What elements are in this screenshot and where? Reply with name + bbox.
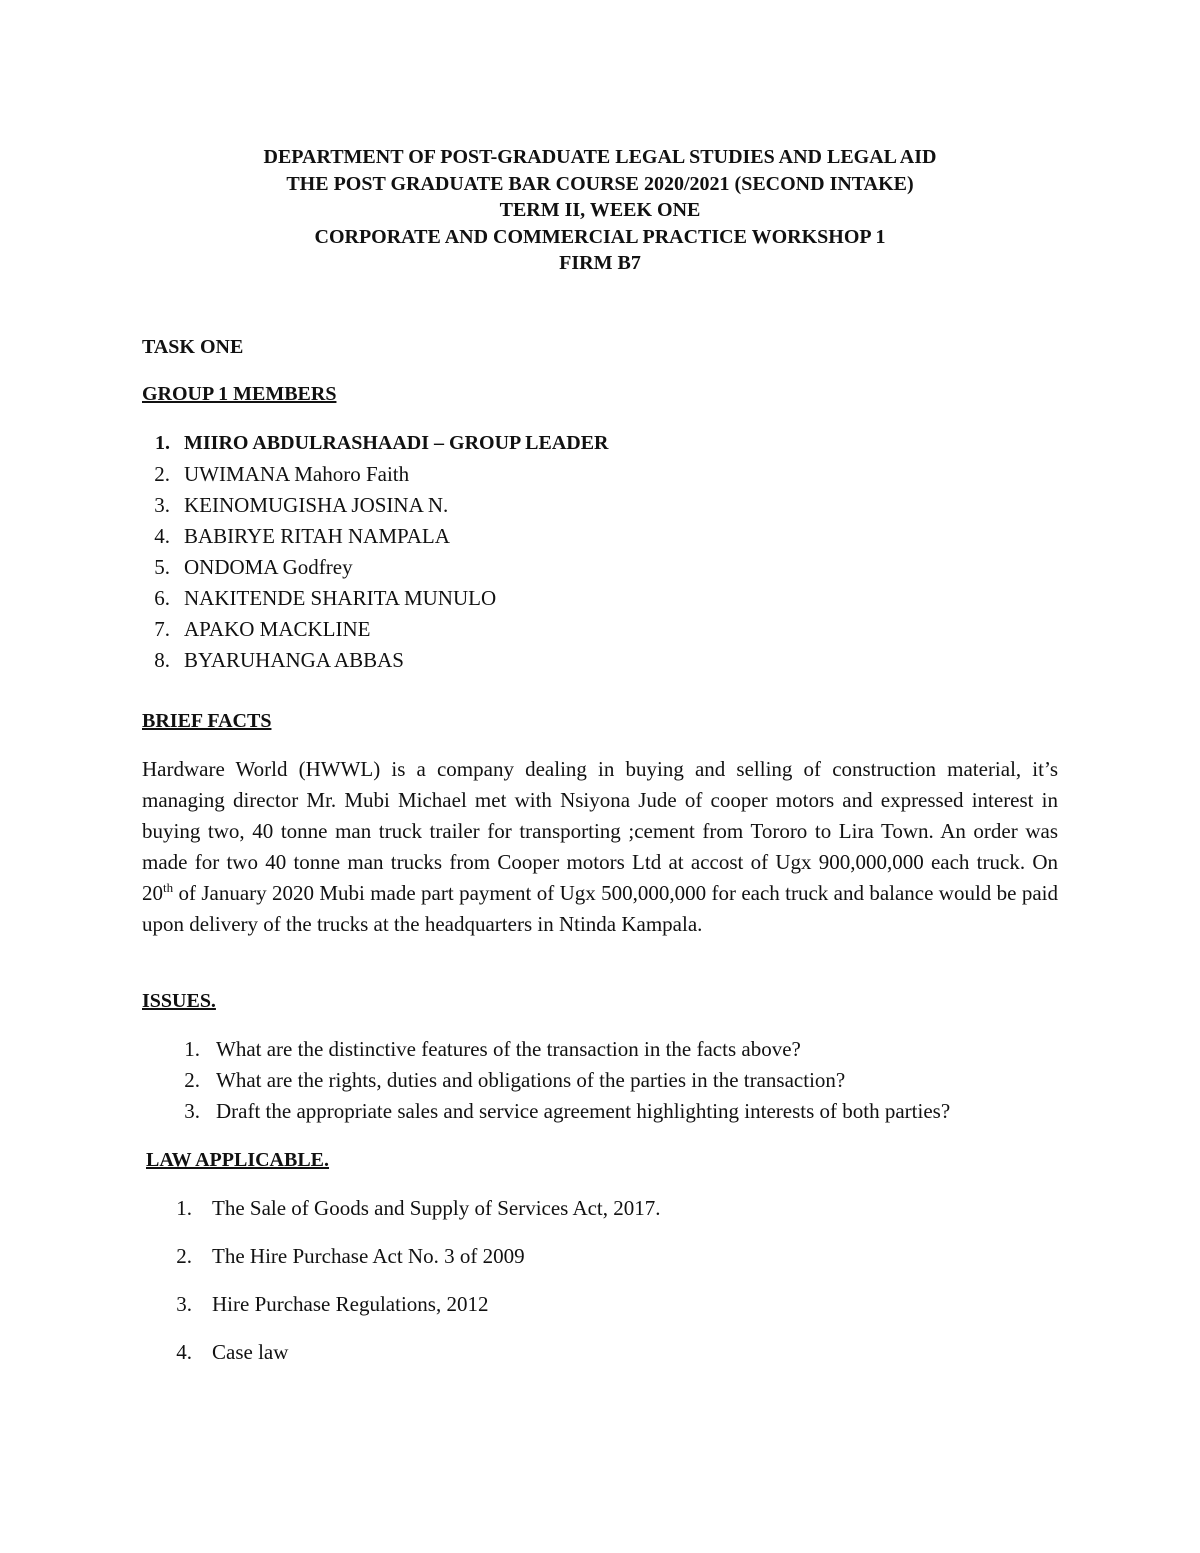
law-list	[142, 1194, 661, 1386]
members-list	[142, 428, 609, 676]
list-item: 3. KEINOMUGISHA JOSINA N.	[154, 493, 449, 517]
list-item: 7. APAKO MACKLINE	[154, 617, 371, 641]
list-item: 1. MIIRO ABDULRASHAADI – GROUP LEADER	[155, 432, 609, 454]
header-term: TERM II, WEEK ONE	[499, 199, 701, 221]
document-header	[0, 144, 1200, 277]
list-item: 2. UWIMANA Mahoro Faith	[154, 462, 410, 486]
issues-heading: ISSUES.	[142, 990, 216, 1012]
list-item: 4. BABIRYE RITAH NAMPALA	[154, 524, 450, 548]
issues-list	[180, 1034, 950, 1127]
list-item: 2. What are the rights, duties and obligations of the parties in the transaction?	[184, 1068, 846, 1092]
list-item: 4. Case law	[176, 1340, 289, 1364]
header-workshop: CORPORATE AND COMMERCIAL PRACTICE WORKSHOP 1	[314, 225, 886, 248]
list-item: 1. The Sale of Goods and Supply of Services Act, 2017.	[176, 1196, 661, 1220]
list-item: 3. Hire Purchase Regulations, 2012	[176, 1292, 489, 1316]
header-course: THE POST GRADUATE BAR COURSE 2020/2021 (SECOND INTAKE)	[286, 172, 914, 195]
list-item: 3. Draft the appropriate sales and service agreement highlighting interests of both parties?	[184, 1099, 951, 1123]
facts-heading: BRIEF FACTS	[142, 710, 272, 732]
members-heading: GROUP 1 MEMBERS	[142, 383, 337, 405]
header-department: DEPARTMENT OF POST-GRADUATE LEGAL STUDIES AND LEGAL AID	[263, 146, 937, 168]
list-item: 5. ONDOMA Godfrey	[154, 555, 353, 579]
law-heading: LAW APPLICABLE.	[146, 1149, 330, 1171]
list-item: 2. The Hire Purchase Act No. 3 of 2009	[176, 1244, 525, 1268]
list-item: 1. What are the distinctive features of the transaction in the facts above?	[184, 1037, 801, 1061]
facts-paragraph: Hardware World (HWWL) is a company dealing in buying and selling of construction material, it’s managing director Mr. Mubi Michael met with Nsiyona Jude of cooper motors and expressed interest in buying two, 40 tonne man truck trailer for transporting ;cement from Tororo to Lira Town. An order was made for two 40 tonne man trucks from Cooper motors Ltd at accost of Ugx 900,000,000 each truck. On 20th of January 2020 Mubi made part payment of Ugx 500,000,000 for each truck and balance would be paid upon delivery of the trucks at the headquarters in Ntinda Kampala.	[142, 757, 1058, 936]
task-title: TASK ONE	[142, 336, 244, 358]
header-firm: FIRM B7	[559, 252, 641, 274]
list-item: 6. NAKITENDE SHARITA MUNULO	[154, 586, 497, 610]
list-item: 8. BYARUHANGA ABBAS	[154, 648, 404, 672]
